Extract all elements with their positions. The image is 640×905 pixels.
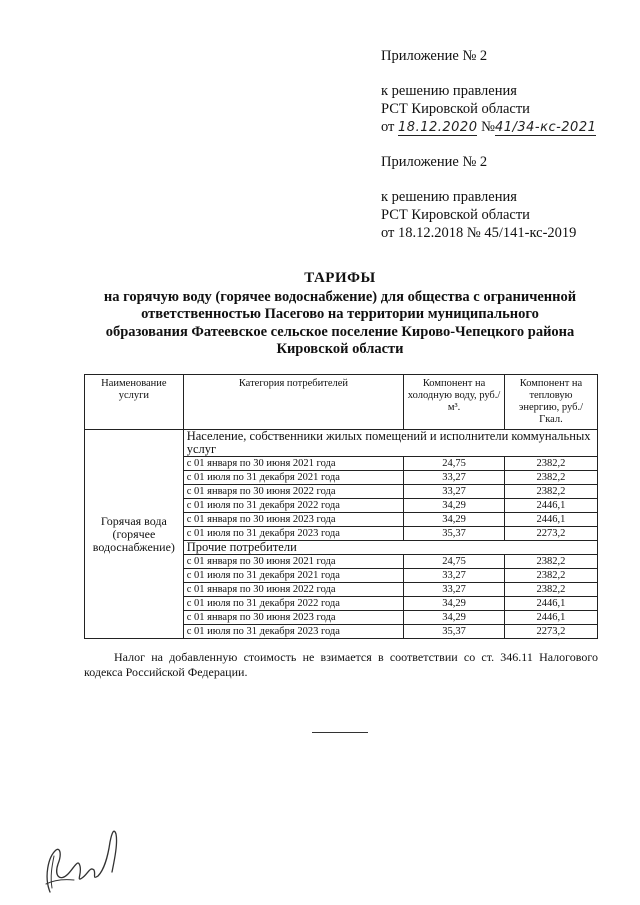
cold-water-cell: 33,27 — [404, 569, 505, 583]
heat-cell: 2446,1 — [504, 499, 597, 513]
cold-water-cell: 33,27 — [404, 485, 505, 499]
appendix-new-date: 18.12.2020 — [398, 120, 478, 135]
tariffs-table-body — [85, 430, 598, 639]
appendix-new-line2: РСТ Кировской области — [381, 101, 530, 117]
period-cell: с 01 января по 30 июня 2022 года — [183, 583, 403, 597]
cold-water-cell: 33,27 — [404, 583, 505, 597]
cold-water-cell: 34,29 — [404, 611, 505, 625]
appendix-old-line2: РСТ Кировской области — [381, 207, 530, 223]
group-name: Прочие потребители — [183, 541, 597, 555]
heat-cell: 2382,2 — [504, 583, 597, 597]
header-heat: Компонент на тепловую энергию, руб./Гкал. — [504, 375, 597, 430]
title-main: ТАРИФЫ — [304, 270, 376, 286]
title-line4: Кировской области — [276, 341, 404, 357]
heat-cell: 2382,2 — [504, 555, 597, 569]
heat-cell: 2382,2 — [504, 457, 597, 471]
period-cell: с 01 января по 30 июня 2023 года — [183, 513, 403, 527]
heat-cell: 2446,1 — [504, 513, 597, 527]
group-name: Население, собственники жилых помещений и исполнители коммунальных услуг — [183, 430, 597, 457]
appendix-new-title: Приложение № 2 — [381, 48, 488, 64]
heat-cell: 2446,1 — [504, 597, 597, 611]
appendix-new — [381, 47, 596, 136]
tariffs-table — [84, 374, 598, 639]
signature-icon — [30, 822, 130, 897]
appendix-new-line3 — [381, 118, 596, 136]
group-row — [85, 430, 598, 457]
heat-cell: 2446,1 — [504, 611, 597, 625]
period-cell: с 01 января по 30 июня 2021 года — [183, 555, 403, 569]
period-cell: с 01 января по 30 июня 2023 года — [183, 611, 403, 625]
period-cell: с 01 июля по 31 декабря 2022 года — [183, 597, 403, 611]
cold-water-cell: 33,27 — [404, 471, 505, 485]
period-cell: с 01 июля по 31 декабря 2021 года — [183, 569, 403, 583]
heat-cell: 2273,2 — [504, 625, 597, 639]
period-cell: с 01 июля по 31 декабря 2021 года — [183, 471, 403, 485]
heat-cell: 2382,2 — [504, 569, 597, 583]
cold-water-cell: 24,75 — [404, 457, 505, 471]
appendix-new-prefix: от — [381, 119, 395, 135]
service-name: Горячая вода (горячее водоснабжение) — [85, 430, 184, 639]
header-service: Наименование услуги — [85, 375, 184, 430]
table-header-row — [85, 375, 598, 430]
tax-footnote: Налог на добавленную стоимость не взимается в соответствии со ст. 346.11 Налогового кодекса Российской Федерации. — [84, 650, 598, 679]
header-category: Категория потребителей — [183, 375, 403, 430]
header-cold-water: Компонент на холодную воду, руб./м³. — [404, 375, 505, 430]
title-line3: образования Фатеевское сельское поселение Кирово-Чепецкого района — [105, 323, 575, 340]
period-cell: с 01 января по 30 июня 2021 года — [183, 457, 403, 471]
appendix-old-line1: к решению правления — [381, 189, 517, 205]
cold-water-cell: 34,29 — [404, 597, 505, 611]
appendix-new-number: 41/34-кс-2021 — [494, 120, 597, 135]
title-line1: на горячую воду (горячее водоснабжение) для общества с ограниченной — [103, 288, 577, 305]
cold-water-cell: 34,29 — [404, 513, 505, 527]
appendix-new-line1: к решению правления — [381, 83, 517, 99]
appendix-old — [381, 153, 576, 242]
period-cell: с 01 января по 30 июня 2022 года — [183, 485, 403, 499]
appendix-old-line3: от 18.12.2018 № 45/141-кс-2019 — [381, 225, 577, 241]
appendix-new-number-sign: № — [481, 119, 495, 135]
period-cell: с 01 июля по 31 декабря 2023 года — [183, 527, 403, 541]
cold-water-cell: 24,75 — [404, 555, 505, 569]
appendix-old-title: Приложение № 2 — [381, 154, 488, 170]
heat-cell: 2273,2 — [504, 527, 597, 541]
period-cell: с 01 июля по 31 декабря 2023 года — [183, 625, 403, 639]
title-line2: ответственностью Пасегово на территории муниципального — [141, 306, 539, 322]
heat-cell: 2382,2 — [504, 471, 597, 485]
period-cell: с 01 июля по 31 декабря 2022 года — [183, 499, 403, 513]
cold-water-cell: 35,37 — [404, 625, 505, 639]
document-title — [80, 270, 600, 359]
cold-water-cell: 35,37 — [404, 527, 505, 541]
heat-cell: 2382,2 — [504, 485, 597, 499]
separator-line — [312, 732, 368, 733]
cold-water-cell: 34,29 — [404, 499, 505, 513]
